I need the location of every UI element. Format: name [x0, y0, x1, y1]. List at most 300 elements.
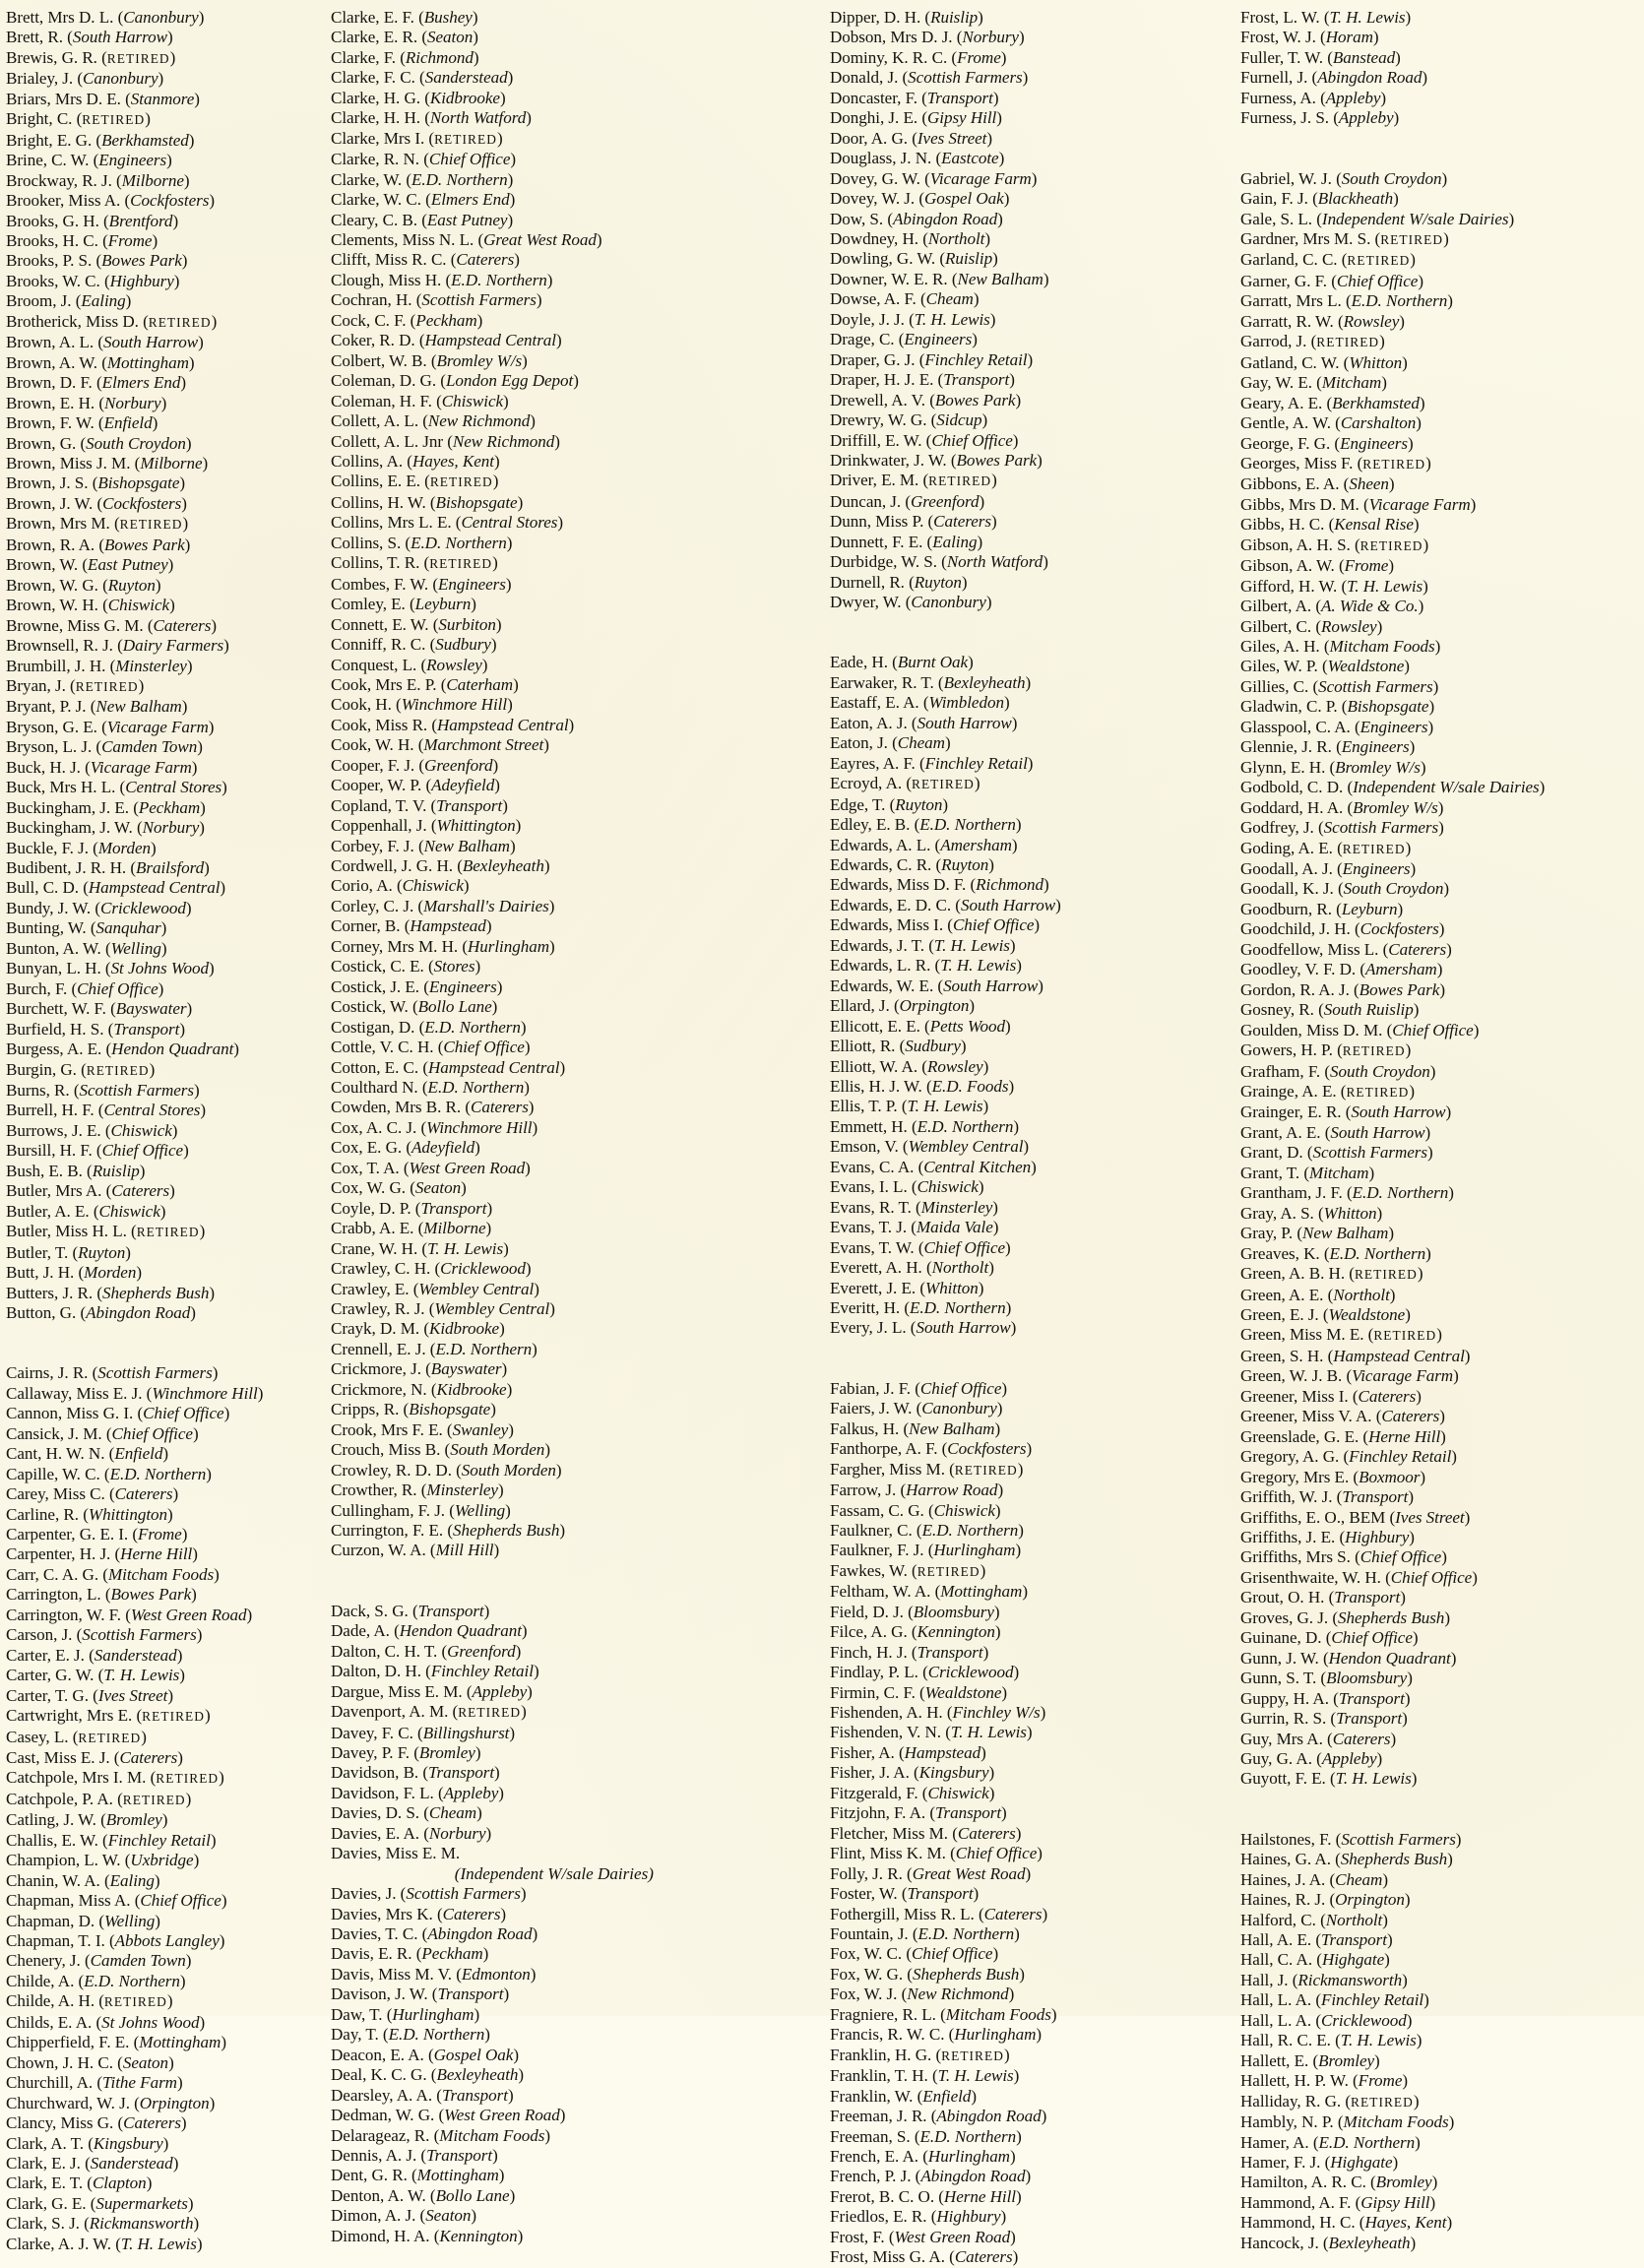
entry-location: West Green Road [894, 2227, 1011, 2246]
directory-entry: Eaton, A. J. (South Harrow) [830, 713, 1018, 732]
directory-entry: Evans, R. T. (Minsterley) [830, 1197, 998, 1217]
directory-entry: Cansick, J. M. (Chief Office) [6, 1423, 199, 1443]
entry-name: Clarke, E. R. [331, 28, 418, 47]
entry-location: Transport [926, 88, 993, 107]
entry-name: Dunnett, F. E. [830, 532, 923, 551]
entry-name: Bryant, P. J. [6, 697, 87, 717]
directory-entry: Brown, A. L. (South Harrow) [6, 333, 204, 352]
directory-entry: Dominy, K. R. C. (Frome) [830, 47, 1007, 67]
entry-location: Transport [935, 1803, 1002, 1823]
entry-location: Cricklewood [927, 1663, 1014, 1682]
entry-location: Camden Town [101, 737, 198, 757]
entry-location: Milborne [423, 1219, 486, 1238]
entry-location: New Balham [957, 269, 1043, 288]
directory-entry: Deacon, E. A. (Gospel Oak) [331, 2045, 519, 2064]
entry-location: New Balham [95, 697, 182, 717]
entry-location: Amersham [940, 835, 1012, 854]
entry-location: Dairy Farmers [122, 636, 224, 656]
entry-name: Fanthorpe, A. F. [830, 1439, 938, 1459]
directory-entry: Brown, G. (South Croydon) [6, 433, 192, 453]
entry-location: Hampstead Central [427, 1057, 560, 1077]
entry-name: Driver, E. M. [830, 471, 919, 490]
directory-entry: Glennie, J. R. (Engineers) [1240, 737, 1416, 757]
directory-entry: Hall, L. A. (Finchley Retail) [1240, 1990, 1429, 2010]
directory-entry [331, 1844, 656, 1863]
entry-name: George, F. G. [1240, 433, 1331, 453]
directory-entry: Burgess, A. E. (Hendon Quadrant) [6, 1040, 239, 1059]
entry-name: Edwards, W. E. [830, 976, 934, 995]
entry-location: Ealing [81, 291, 126, 311]
entry-location: Enfield [103, 413, 153, 433]
entry-location: Bowes Park [101, 251, 182, 271]
entry-name: Edwards, L. R. [830, 956, 931, 976]
entry-name: Burchett, W. F. [6, 999, 106, 1019]
entry-name: Halliday, R. G. [1240, 2091, 1342, 2110]
entry-name: Emson, V. [830, 1137, 899, 1157]
directory-entry: Clarke, H. H. (North Watford) [331, 108, 532, 128]
entry-name: Davidson, B. [331, 1763, 419, 1783]
entry-location: Winchmore Hill [152, 1383, 258, 1403]
directory-entry: Clancy, Miss G. (Caterers) [6, 2113, 187, 2133]
entry-name: Dade, A. [331, 1621, 390, 1641]
entry-name: Dennis, A. J. [331, 2146, 417, 2166]
entry-location: South Croydon [86, 433, 186, 453]
entry-name: Firmin, C. F. [830, 1682, 916, 1702]
entry-name: Ellard, J. [830, 996, 890, 1016]
entry-location: Transport [417, 1601, 484, 1620]
entry-name: Chapman, D. [6, 1911, 95, 1930]
directory-entry: Challis, E. W. (Finchley Retail) [6, 1830, 217, 1850]
directory-entry: Coker, R. D. (Hampstead Central) [331, 331, 562, 350]
entry-location: Bayswater [430, 1359, 502, 1379]
entry-name: Franklin, H. G. [830, 2045, 932, 2064]
entry-name: Gay, W. E. [1240, 373, 1312, 393]
entry-location: Bollo Lane [435, 2185, 510, 2205]
entry-location: Greenford [424, 755, 493, 775]
entry-name: Fuller, T. W. [1240, 47, 1323, 67]
entry-location: Winchmore Hill [426, 1117, 533, 1137]
entry-name: French, E. A. [830, 2147, 919, 2166]
entry-name: Cordwell, J. G. H. [331, 856, 453, 876]
entry-location: Winchmore Hill [401, 695, 508, 715]
entry-name: Churchward, W. J. [6, 2093, 130, 2112]
entry-location: E.D. Northern [917, 1116, 1014, 1136]
entry-status-retired: RETIRED [429, 556, 493, 572]
entry-location: Hayes, Kent [1364, 2213, 1447, 2233]
directory-entry: Fisher, J. A. (Kingsbury) [830, 1763, 995, 1783]
entry-name: Brown, A. W. [6, 352, 97, 372]
entry-name: Grafham, F. [1240, 1061, 1321, 1081]
directory-entry: Findlay, P. L. (Cricklewood) [830, 1663, 1020, 1682]
directory-entry: Carter, G. W. (T. H. Lewis) [6, 1666, 185, 1685]
entry-location: E.D. Northern [424, 1017, 521, 1037]
directory-entry: Carrington, L. (Bowes Park) [6, 1585, 197, 1605]
entry-location: Bromley W/s [1335, 757, 1421, 777]
entry-name: Crickmore, N. [331, 1379, 427, 1399]
directory-entry: Dowdney, H. (Northolt) [830, 228, 991, 248]
directory-entry: Brown, A. W. (Mottingham) [6, 352, 195, 372]
directory-entry: Clarke, Mrs I. (RETIRED) [331, 128, 503, 148]
entry-name: Frost, F. [830, 2227, 885, 2246]
entry-name: Goodall, A. J. [1240, 859, 1333, 879]
entry-location: Brailsford [135, 858, 205, 878]
entry-location: Leyburn [414, 595, 472, 614]
directory-entry: Davey, F. C. (Billingshurst) [331, 1723, 516, 1742]
entry-location: Adeyfield [431, 776, 495, 795]
entry-name: Cottle, V. C. H. [331, 1038, 434, 1057]
entry-name: Dovey, G. W. [830, 168, 920, 188]
entry-location: Chiswick [107, 596, 170, 615]
entry-location: Minsterley [115, 656, 187, 675]
entry-location: Cheam [925, 289, 974, 309]
entry-location: Transport [428, 1763, 495, 1783]
entry-location: Cricklewood [1320, 2010, 1407, 2030]
entry-location: Kidbrooke [429, 88, 500, 107]
entry-name: Furness, J. S. [1240, 108, 1330, 128]
directory-entry: Dennis, A. J. (Transport) [331, 2146, 498, 2166]
entry-name: Gordon, R. A. J. [1240, 979, 1350, 999]
entry-name: Bunton, A. W. [6, 938, 101, 958]
entry-location: Engineers [904, 330, 973, 349]
entry-location: Greenford [447, 1641, 516, 1661]
entry-name: Briars, Mrs D. E. [6, 89, 121, 108]
directory-entry: Costick, W. (Bollo Lane) [331, 997, 498, 1017]
directory-entry: Burrell, H. F. (Central Stores) [6, 1101, 207, 1120]
entry-location: South Ruislip [1323, 1000, 1414, 1020]
entry-location: Bishopsgate [409, 1400, 491, 1419]
entry-location: Chief Office [1359, 1547, 1442, 1567]
directory-entry: Ellicott, E. E. (Petts Wood) [830, 1016, 1011, 1036]
directory-entry: Davison, J. W. (Transport) [331, 1984, 510, 2004]
directory-entry: Doncaster, F. (Transport) [830, 88, 999, 107]
entry-name: Durbidge, W. S. [830, 552, 937, 572]
directory-entry: Greener, Miss I. (Caterers) [1240, 1386, 1422, 1406]
directory-entry: Denton, A. W. (Bollo Lane) [331, 2185, 516, 2205]
entry-name: Doyle, J. J. [830, 309, 905, 329]
directory-entry: Hancock, J. (Bexleyheath) [1240, 2233, 1417, 2252]
entry-name: Gregory, A. G. [1240, 1447, 1340, 1467]
entry-name: Hamer, F. J. [1240, 2153, 1321, 2172]
entry-status-retired: RETIRED [122, 1792, 186, 1807]
entry-name: Hall, A. E. [1240, 1930, 1312, 1950]
entry-name: Green, A. E. [1240, 1285, 1324, 1304]
directory-entry: Frost, F. (West Green Road) [830, 2227, 1016, 2246]
directory-entry: Grisenthwaite, W. H. (Chief Office) [1240, 1567, 1478, 1587]
entry-name: Fox, W. J. [830, 1984, 898, 2004]
entry-location: Chief Office [101, 1141, 184, 1161]
directory-entry: Dade, A. (Hendon Quadrant) [331, 1621, 528, 1641]
entry-location: Caterers [471, 1098, 529, 1117]
entry-location: E.D. Northern [109, 1464, 207, 1483]
entry-name: Fawkes, W. [830, 1560, 908, 1580]
entry-status-retired: RETIRED [1362, 456, 1426, 472]
entry-name: Crabb, A. E. [331, 1219, 414, 1238]
entry-location: Wembley Central [418, 1279, 535, 1298]
entry-location: Mitcham Foods [1329, 637, 1435, 657]
entry-name: Hamer, A. [1240, 2132, 1309, 2152]
directory-entry: Davies, J. (Scottish Farmers) [331, 1884, 527, 1904]
entry-location: Mottingham [416, 2166, 499, 2185]
entry-location: Chief Office [443, 1038, 525, 1057]
entry-location: Leyburn [1341, 899, 1398, 918]
entry-location: Whittington [436, 816, 516, 836]
entry-location: Ives Street [917, 128, 987, 148]
entry-location: Rowsley [1320, 616, 1377, 636]
entry-location: Finchley Retail [1320, 1990, 1424, 2010]
directory-entry: Bryan, J. (RETIRED) [6, 675, 145, 695]
entry-status-retired: RETIRED [78, 1730, 142, 1745]
directory-entry: Davies, D. S. (Cheam) [331, 1803, 482, 1823]
entry-name: Crawley, E. [331, 1279, 410, 1298]
entry-location: Swanley [452, 1419, 509, 1439]
entry-name: Davison, J. W. [331, 1984, 428, 2004]
entry-location: Central Stores [103, 1101, 201, 1120]
entry-name: Green, Miss M. E. [1240, 1325, 1364, 1345]
entry-status-retired: RETIRED [434, 131, 497, 147]
entry-location: Chiswick [927, 1783, 989, 1802]
entry-name: Goodley, V. F. D. [1240, 960, 1357, 979]
directory-entry: Crawley, C. H. (Cricklewood) [331, 1259, 532, 1279]
entry-location: Highbury [109, 271, 174, 290]
directory-entry: Brotherick, Miss D. (RETIRED) [6, 311, 218, 331]
entry-name: Gibson, A. W. [1240, 556, 1335, 576]
entry-name: Halford, C. [1240, 1910, 1316, 1929]
directory-entry: Garrod, J. (RETIRED) [1240, 332, 1385, 351]
entry-name: Gale, S. L. [1240, 209, 1313, 228]
entry-location: Wealdstone [1327, 657, 1405, 676]
directory-entry: Brewis, G. R. (RETIRED) [6, 47, 176, 67]
entry-location: Northolt [1325, 1910, 1383, 1929]
entry-name: Burfield, H. S. [6, 1019, 104, 1039]
directory-entry: Brown, W. G. (Ruyton) [6, 575, 161, 595]
directory-entry: Dovey, G. W. (Vicarage Farm) [830, 168, 1038, 188]
entry-name: Cansick, J. M. [6, 1423, 102, 1443]
entry-name: Griffiths, J. E. [1240, 1527, 1336, 1546]
entry-name: Finch, H. J. [830, 1642, 908, 1662]
directory-entry: Bryson, L. J. (Camden Town) [6, 737, 203, 757]
entry-name: Bryan, J. [6, 675, 66, 695]
entry-name: Button, G. [6, 1303, 77, 1322]
entry-location: E.D. Northern [910, 1297, 1006, 1317]
directory-entry: Goodburn, R. (Leyburn) [1240, 899, 1404, 918]
entry-location: Gospel Oak [924, 189, 1004, 209]
entry-location: South Harrow [943, 976, 1039, 995]
directory-entry: Greaves, K. (E.D. Northern) [1240, 1243, 1431, 1263]
entry-status-retired: RETIRED [458, 1705, 522, 1721]
entry-name: Cook, Miss R. [331, 715, 428, 734]
entry-name: Dalton, C. H. T. [331, 1641, 438, 1661]
directory-entry: Grant, D. (Scottish Farmers) [1240, 1143, 1433, 1163]
entry-name: Chanin, W. A. [6, 1870, 100, 1890]
directory-entry: Brett, Mrs D. L. (Canonbury) [6, 8, 205, 27]
entry-location: Vicarage Farm [1352, 1366, 1454, 1386]
directory-entry: Bryson, G. E. (Vicarage Farm) [6, 717, 215, 736]
entry-name: Callaway, Miss E. J. [6, 1383, 143, 1403]
entry-name: Daw, T. [331, 2004, 383, 2024]
directory-entry: Cleary, C. B. (East Putney) [331, 210, 514, 229]
entry-location: Highgate [1330, 2153, 1393, 2172]
entry-name: Glennie, J. R. [1240, 737, 1332, 757]
entry-name: Carter, G. W. [6, 1666, 95, 1685]
entry-name: Dalton, D. H. [331, 1662, 421, 1681]
entry-location: East Putney [88, 555, 168, 575]
entry-location: Minsterley [426, 1480, 498, 1500]
entry-location: Bromley [418, 1742, 475, 1762]
entry-location: Sanderstead [90, 2154, 173, 2174]
entry-location: Canonbury [83, 69, 158, 89]
directory-entry: Broom, J. (Ealing) [6, 291, 132, 311]
entry-name: Greaves, K. [1240, 1243, 1320, 1263]
entry-location: Scottish Farmers [79, 1081, 194, 1101]
directory-entry: Giles, A. H. (Mitcham Foods) [1240, 637, 1441, 657]
entry-name: Guppy, H. A. [1240, 1688, 1329, 1708]
entry-location: North Watford [946, 552, 1043, 572]
entry-location: South Morden [461, 1460, 556, 1480]
entry-name: Hall, L. A. [1240, 2010, 1312, 2030]
directory-column-4 [1135, 8, 1644, 2253]
entry-location: Mitcham Foods [945, 2004, 1051, 2024]
entry-name: Durnell, R. [830, 572, 905, 592]
directory-entry: Fox, W. J. (New Richmond) [830, 1984, 1015, 2004]
directory-entry: French, P. J. (Abingdon Road) [830, 2167, 1032, 2186]
directory-entry: Davis, E. R. (Peckham) [331, 1944, 489, 1964]
entry-location: Caterers [1332, 1729, 1391, 1748]
entry-name: Filce, A. G. [830, 1622, 908, 1642]
entry-status-retired: RETIRED [941, 2048, 1004, 2063]
directory-entry: Evans, T. J. (Maida Vale) [830, 1218, 999, 1237]
entry-location: Bowes Park [956, 450, 1038, 470]
directory-entry: Burns, R. (Scottish Farmers) [6, 1081, 200, 1101]
entry-name: Folly, J. R. [830, 1863, 903, 1883]
entry-location: Caterers [1381, 1407, 1440, 1426]
entry-name: Coker, R. D. [331, 331, 415, 350]
entry-location: Ruyton [107, 575, 156, 595]
entry-location: Hurlingham [933, 1541, 1016, 1560]
directory-entry: Colbert, W. B. (Bromley W/s) [331, 350, 528, 370]
entry-name: Dearsley, A. A. [331, 2085, 433, 2105]
directory-entry: Halliday, R. G. (RETIRED) [1240, 2091, 1420, 2110]
entry-name: Bull, C. D. [6, 878, 80, 898]
entry-name: Davis, E. R. [331, 1944, 412, 1964]
directory-entry: Cowden, Mrs B. R. (Caterers) [331, 1098, 535, 1117]
entry-name: Brockway, R. J. [6, 170, 112, 190]
directory-entry: Crennell, E. J. (E.D. Northern) [331, 1339, 537, 1358]
entry-location: Engineers [1359, 717, 1428, 736]
entry-location: Horam [1325, 28, 1373, 47]
directory-entry: Dalton, D. H. (Finchley Retail) [331, 1662, 539, 1681]
directory-entry: Briars, Mrs D. E. (Stanmore) [6, 89, 200, 108]
directory-entry: Curzon, W. A. (Mill Hill) [331, 1541, 500, 1560]
entry-name: Denton, A. W. [331, 2185, 426, 2205]
entry-location: Cricklewood [100, 898, 186, 917]
directory-entry: Freeman, S. (E.D. Northern) [830, 2126, 1022, 2146]
entry-location: Norbury [428, 1823, 486, 1843]
directory-entry: Brooker, Miss A. (Cockfosters) [6, 191, 215, 211]
entry-name: Glynn, E. H. [1240, 757, 1326, 777]
directory-entry: Door, A. G. (Ives Street) [830, 128, 993, 148]
entry-name: Costick, J. E. [331, 976, 419, 996]
directory-entry: Doyle, J. J. (T. H. Lewis) [830, 309, 996, 329]
entry-name: Dow, S. [830, 209, 884, 228]
directory-entry: Feltham, W. A. (Mottingham) [830, 1582, 1028, 1602]
directory-entry: Gentle, A. W. (Carshalton) [1240, 413, 1422, 433]
directory-entry: Dack, S. G. (Transport) [331, 1601, 490, 1620]
directory-entry: Goodall, A. J. (Engineers) [1240, 859, 1417, 879]
entry-name: Cox, W. G. [331, 1178, 406, 1198]
directory-entry: Collett, A. L. (New Richmond) [331, 411, 536, 431]
entry-location: Wimbledon [928, 693, 1004, 713]
directory-entry: Davies, E. A. (Norbury) [331, 1823, 492, 1843]
entry-name: Brett, Mrs D. L. [6, 8, 114, 27]
entry-location: E.D. Northern [1329, 1243, 1426, 1263]
entry-location: Transport [436, 795, 503, 815]
entry-location: Orpington [899, 996, 970, 1016]
entry-name: Cannon, Miss G. I. [6, 1404, 134, 1423]
entry-name: Gunn, S. T. [1240, 1669, 1317, 1688]
entry-name: Dobson, Mrs D. J. [830, 28, 953, 47]
directory-entry: Hallett, H. P. W. (Frome) [1240, 2071, 1409, 2091]
entry-name: Gillies, C. [1240, 676, 1309, 696]
entry-location: Great West Road [912, 1863, 1026, 1883]
directory-entry: Dwyer, W. (Canonbury) [830, 593, 992, 612]
directory-entry: Chipperfield, F. E. (Mottingham) [6, 2033, 227, 2052]
directory-entry: Clark, A. T. (Kingsbury) [6, 2133, 169, 2153]
directory-entry: Gay, W. E. (Mitcham) [1240, 373, 1387, 393]
entry-name: Everett, A. H. [830, 1258, 922, 1278]
directory-entry: Every, J. L. (South Harrow) [830, 1318, 1017, 1338]
entry-status-retired: RETIRED [911, 777, 975, 792]
directory-entry: Emson, V. (Wembley Central) [830, 1137, 1030, 1157]
entry-name: Dovey, W. J. [830, 189, 916, 209]
directory-entry: Cock, C. F. (Peckham) [331, 310, 483, 330]
directory-entry: Gosney, R. (South Ruislip) [1240, 1000, 1420, 1020]
entry-name: Curzon, W. A. [331, 1541, 426, 1560]
entry-name: Cock, C. F. [331, 310, 407, 330]
entry-name: Burgess, A. E. [6, 1040, 102, 1059]
entry-name: Costick, W. [331, 997, 409, 1017]
entry-name: Davenport, A. M. [331, 1702, 449, 1722]
entry-location: Bowes Park [110, 1585, 192, 1605]
directory-entry: Edwards, Miss D. F. (Richmond) [830, 875, 1049, 895]
directory-entry: Edwards, W. E. (South Harrow) [830, 976, 1043, 995]
entry-location: Engineers [1341, 737, 1410, 757]
entry-location: South Croydon [1343, 879, 1444, 899]
directory-entry: Fitzgerald, F. (Chiswick) [830, 1783, 995, 1802]
directory-entry: Fletcher, Miss M. (Caterers) [830, 1823, 1022, 1843]
entry-location: Ruyton [941, 855, 989, 875]
directory-entry: Edley, E. B. (E.D. Northern) [830, 815, 1022, 835]
directory-entry: Carter, E. J. (Sanderstead) [6, 1645, 183, 1665]
entry-location: Frome [1344, 556, 1389, 576]
entry-location: Chiswick [110, 1120, 172, 1140]
directory-entry: Corley, C. J. (Marshall's Dairies) [331, 896, 555, 915]
entry-name: Bundy, J. W. [6, 898, 92, 917]
entry-name: Garner, G. F. [1240, 271, 1327, 290]
entry-name: Cowden, Mrs B. R. [331, 1098, 462, 1117]
entry-name: Evans, C. A. [830, 1157, 915, 1176]
entry-name: Brown, W. G. [6, 575, 98, 595]
entry-location: Hampstead Central [88, 878, 221, 898]
directory-entry: Crowther, R. (Minsterley) [331, 1480, 504, 1500]
entry-name: Davies, Mrs K. [331, 1904, 433, 1923]
directory-entry: Ellis, T. P. (T. H. Lewis) [830, 1097, 989, 1116]
entry-location: E.D. Northern [435, 1339, 533, 1358]
directory-entry: Eaton, J. (Cheam) [830, 733, 951, 753]
directory-entry: Coyle, D. P. (Transport) [331, 1198, 493, 1218]
directory-entry: Gurrin, R. S. (Transport) [1240, 1709, 1408, 1729]
directory-entry: Davis, Miss M. V. (Edmonton) [331, 1964, 537, 1984]
directory-entry: Cottle, V. C. H. (Chief Office) [331, 1038, 531, 1057]
